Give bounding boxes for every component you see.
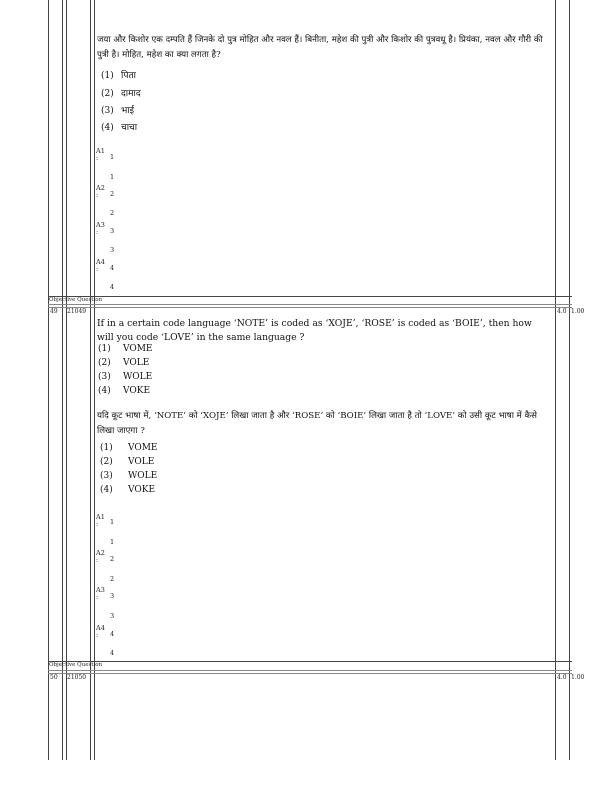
- answer-tag: [96, 259, 105, 273]
- option-number: (3): [98, 372, 111, 382]
- answer-id: 2: [110, 209, 115, 217]
- row-divider: [48, 661, 572, 662]
- answer-id: 1: [110, 173, 115, 181]
- answer-tag: [96, 625, 105, 639]
- option-text: चाचा: [121, 123, 138, 133]
- option-number: (2): [100, 457, 113, 467]
- option-item: [100, 485, 155, 495]
- answer-tag: [96, 185, 105, 199]
- answer-id: 2: [110, 575, 115, 583]
- answer-id: 3: [110, 612, 115, 620]
- question-marks: 4.0: [557, 674, 567, 681]
- negative-marks: 1.00: [571, 308, 585, 315]
- answer-tag-label: A1: [96, 513, 105, 521]
- row-divider: [48, 296, 572, 297]
- option-item: [101, 103, 134, 116]
- row-divider: [48, 304, 572, 305]
- answer-value: 3: [110, 227, 115, 235]
- question-text-english: If in a certain code language ‘NOTE’ is coded as ‘XOJE’, ‘ROSE’ is coded as ‘BOIE’, then how will you code ‘LOVE’ in the same language ?: [97, 318, 532, 343]
- answer-id: 4: [110, 649, 115, 657]
- option-item: [98, 358, 149, 368]
- question-id: 21049: [67, 308, 87, 315]
- answer-tag-label: A3: [96, 221, 105, 229]
- grid-line: [569, 0, 570, 760]
- option-item: [100, 443, 158, 453]
- grid-line: [555, 0, 556, 760]
- option-item: [100, 471, 157, 481]
- question-text-hindi: जया और किशोर एक दम्पति हैं जिनके दो पुत्र मोहित और नवल हैं। बिनीता, महेश की पुत्री और किशोर की पुत्रवधू है। प्रियंका, नवल और गौरी की पुत्री है। मोहित, महेश का क्या लगता है?: [97, 35, 543, 60]
- option-item: [98, 372, 152, 382]
- grid-line: [62, 0, 63, 760]
- answer-value: 1: [110, 518, 115, 526]
- negative-marks: 1.00: [571, 674, 585, 681]
- option-text: WOLE: [123, 372, 153, 382]
- answer-tag-sep: :: [96, 593, 99, 601]
- option-text: VOME: [128, 443, 158, 453]
- option-item: [101, 120, 137, 133]
- option-number: (4): [98, 386, 111, 396]
- option-number: (1): [98, 344, 111, 354]
- option-item: [98, 386, 150, 396]
- row-divider: [48, 670, 572, 671]
- answer-tag: [96, 587, 105, 601]
- option-text: VOME: [123, 344, 153, 354]
- answer-tag-sep: :: [96, 556, 99, 564]
- option-text: VOKE: [123, 386, 151, 396]
- answer-tag-label: A4: [96, 624, 105, 632]
- answer-value: 4: [110, 264, 115, 272]
- option-number: (3): [100, 471, 113, 481]
- option-number: (4): [101, 123, 114, 133]
- answer-value: 2: [110, 555, 115, 563]
- option-item: [101, 86, 141, 99]
- row-divider: [48, 673, 572, 674]
- answer-value: 3: [110, 592, 115, 600]
- question-number: 50: [50, 674, 58, 681]
- question-number: 49: [50, 308, 58, 315]
- section-label: Objective Question: [49, 662, 103, 668]
- answer-tag-label: A4: [96, 258, 105, 266]
- option-number: (3): [101, 106, 114, 116]
- answer-tag-label: A2: [96, 184, 105, 192]
- question-marks: 4.0: [557, 308, 567, 315]
- answer-tag: [96, 222, 105, 236]
- answer-id: 4: [110, 283, 115, 291]
- answer-id: 1: [110, 538, 115, 546]
- answer-tag-sep: :: [96, 191, 99, 199]
- option-text: VOLE: [128, 457, 155, 467]
- grid-line: [48, 0, 49, 760]
- option-text: दामाद: [121, 89, 141, 99]
- answer-tag-label: A3: [96, 586, 105, 594]
- question-id: 21050: [67, 674, 87, 681]
- answer-value: 1: [110, 153, 115, 161]
- answer-tag: [96, 514, 105, 528]
- option-number: (2): [98, 358, 111, 368]
- option-number: (4): [100, 485, 113, 495]
- answer-tag-label: A2: [96, 549, 105, 557]
- grid-line: [90, 0, 91, 760]
- answer-value: 4: [110, 630, 115, 638]
- option-text: भाई: [121, 106, 135, 116]
- question-text-hindi: यदि कूट भाषा में, ‘NOTE’ को ‘XOJE’ लिखा जाता है और ‘ROSE’ को ‘BOIE’ लिखा जाता है तो ‘LOVE’ को उसी कूट भाषा में कैसे लिखा जाएगा ?: [97, 411, 537, 436]
- row-divider: [48, 307, 572, 308]
- answer-tag-sep: :: [96, 520, 99, 528]
- option-text: VOLE: [123, 358, 150, 368]
- option-item: [100, 457, 154, 467]
- option-text: पिता: [121, 71, 136, 81]
- option-item: [98, 344, 153, 354]
- answer-tag: [96, 550, 105, 564]
- answer-tag-sep: :: [96, 265, 99, 273]
- answer-tag: [96, 148, 105, 162]
- grid-line: [66, 0, 67, 760]
- option-item: [101, 68, 136, 81]
- option-number: (1): [100, 443, 113, 453]
- grid-line: [94, 0, 95, 760]
- answer-tag-sep: :: [96, 228, 99, 236]
- option-text: VOKE: [128, 485, 156, 495]
- option-text: WOLE: [128, 471, 158, 481]
- answer-value: 2: [110, 190, 115, 198]
- answer-id: 3: [110, 246, 115, 254]
- option-number: (2): [101, 89, 114, 99]
- option-number: (1): [101, 71, 114, 81]
- section-label: Objective Question: [49, 297, 103, 303]
- answer-tag-label: A1: [96, 147, 105, 155]
- answer-tag-sep: :: [96, 631, 99, 639]
- answer-tag-sep: :: [96, 154, 99, 162]
